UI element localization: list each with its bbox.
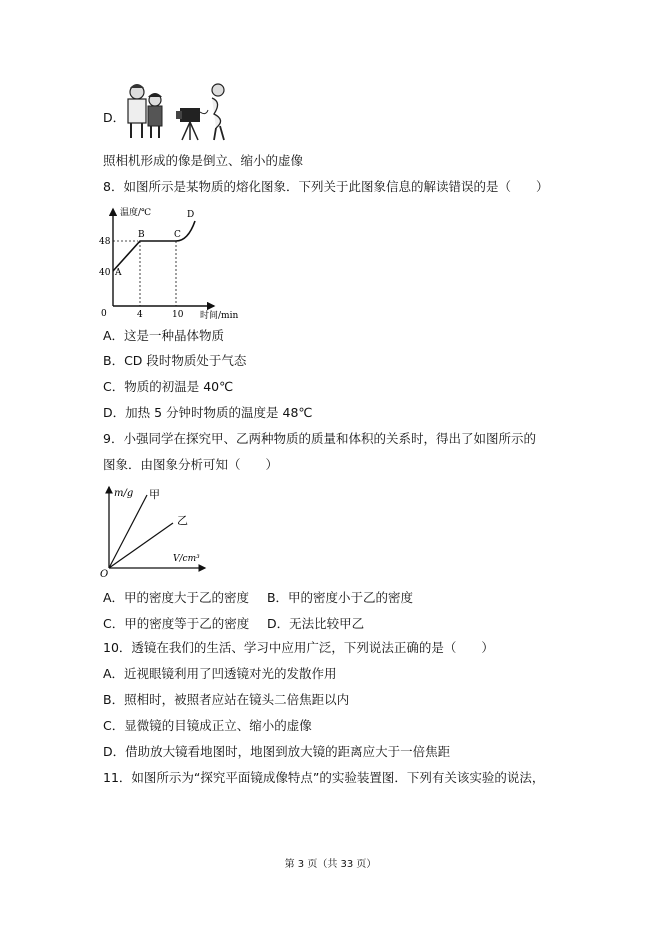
q10-stem: 10．透镜在我们的生活、学习中应用广泛，下列说法正确的是（ ）: [103, 640, 494, 655]
q7-camera-figure: [122, 80, 240, 146]
q9-label-yi: 乙: [177, 514, 188, 527]
q8-melting-chart: [96, 203, 246, 323]
q8-x-tick-10: 10: [172, 310, 184, 320]
page-footer: 第 3 页（共 33 页）: [284, 859, 377, 870]
q7-note: 照相机形成的像是倒立、缩小的虚像: [103, 153, 304, 168]
q10-option-c: C．显微镜的目镜成正立、缩小的虚像: [103, 718, 312, 733]
q9-option-b: B．甲的密度小于乙的密度: [266, 590, 414, 605]
q9-mass-volume-chart: [99, 483, 209, 578]
q8-option-b: B．CD 段时物质处于气态: [103, 353, 247, 368]
q8-stem: 8．如图所示是某物质的熔化图象．下列关于此图象信息的解读错误的是（ ）: [103, 179, 549, 194]
q10-option-a: A．近视眼镜利用了凹透镜对光的发散作用: [103, 666, 337, 681]
q8-y-tick-40: 40: [99, 268, 111, 278]
q10-option-d: D．借助放大镜看地图时，地图到放大镜的距离应大于一倍焦距: [103, 744, 451, 759]
q8-point-d: D: [187, 210, 195, 220]
q9-x-axis-label: V/cm³: [173, 554, 200, 564]
q9-option-d: D．无法比较甲乙: [266, 616, 365, 631]
q8-point-b: B: [138, 230, 145, 240]
q8-x-tick-4: 4: [137, 310, 143, 320]
q8-point-a: A: [115, 268, 122, 278]
q9-line-yi: [109, 523, 173, 568]
q8-point-c: C: [174, 230, 181, 240]
q8-y-tick-48: 48: [99, 237, 111, 247]
q8-origin-label: 0: [101, 309, 107, 319]
q10-option-b: B．照相时，被照者应站在镜头二倍焦距以内: [103, 692, 350, 707]
q9-line-jia: [109, 495, 147, 568]
q8-curve: [113, 221, 195, 271]
q11-stem: 11．如图所示为“探究平面镜成像特点”的实验装置图．下列有关该实验的说法，: [103, 770, 545, 785]
q9-label-jia: 甲: [149, 488, 160, 501]
q8-option-d: D．加热 5 分钟时物质的温度是 48℃: [103, 405, 313, 420]
q9-stem-line2: 图象．由图象分析可知（ ）: [103, 457, 279, 472]
q8-option-c: C．物质的初温是 40℃: [103, 379, 234, 394]
q9-y-axis-label: m/g: [114, 488, 134, 499]
q8-option-a: A．这是一种晶体物质: [103, 328, 225, 343]
q9-option-a: A．甲的密度大于乙的密度: [103, 590, 250, 605]
q9-origin-label: O: [100, 569, 109, 578]
q8-x-axis-label: 时间/min: [200, 311, 239, 321]
q9-stem-line1: 9．小强同学在探究甲、乙两种物质的质量和体积的关系时，得出了如图所示的: [103, 431, 536, 446]
q7-option-d-label: D．: [103, 110, 126, 125]
q9-option-c: C．甲的密度等于乙的密度: [103, 616, 250, 631]
q8-y-axis-label: 温度/℃: [120, 208, 152, 218]
